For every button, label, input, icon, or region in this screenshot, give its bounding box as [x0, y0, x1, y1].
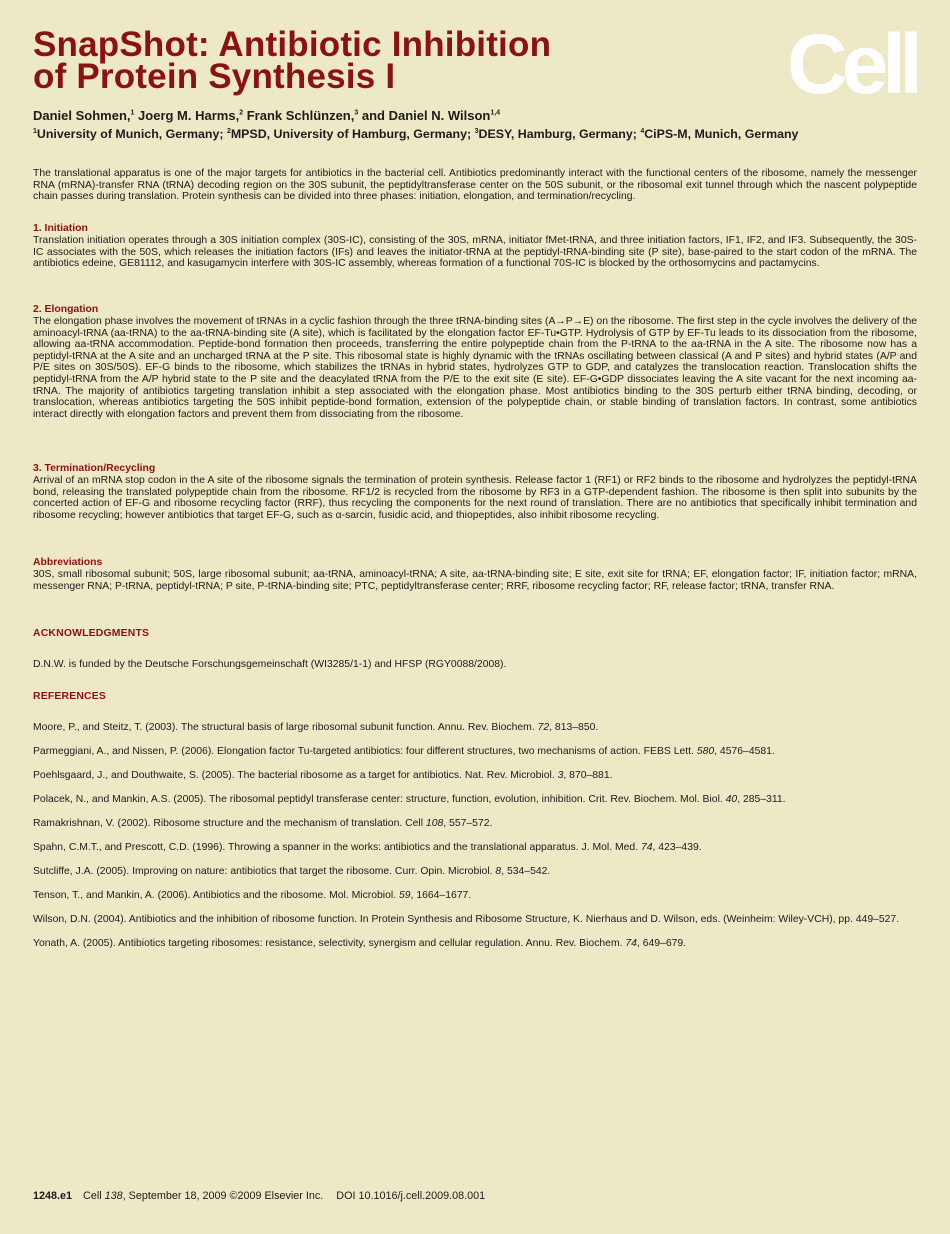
affiliation: MPSD, University of Hamburg, Germany;	[230, 127, 475, 141]
section-heading-initiation: 1. Initiation	[33, 223, 88, 234]
author-name: Daniel Sohmen,	[33, 108, 131, 123]
section-text-initiation: Translation initiation operates through a 30S initiation complex (30S-IC), consisting of the 30S, mRNA, initiator fMet-tRNA, and three initiation factors, IF1, IF2, and IF3. Subsequently, the 30S-IC associates with the 50S, which releases the initiation factors (IFs) and leaves the initiator-tRNA at the peptidyl-tRNA-binding site (P site), base-paired to the start codon of the mRNA. The antibiotics edeine, GE81112, and kasugamycin interfere with 30S-IC assembly, whereas formation of a functional 70S-IC is blocked by the orthosomycins and pactamycins.	[33, 235, 917, 270]
reference-item	[33, 770, 917, 782]
reference-volume: 74	[640, 841, 653, 853]
reference-volume: 108	[425, 817, 444, 829]
reference-item	[33, 818, 917, 830]
author-superscript: 1,4	[490, 109, 501, 117]
acknowledgments-heading: ACKNOWLEDGMENTS	[33, 628, 150, 639]
section-heading-elongation: 2. Elongation	[33, 304, 99, 315]
reference-text: Parmeggiani, A., and Nissen, P. (2006). Elongation factor Tu-targeted antibiotics: four different structures, two mechanisms of action. FEBS Lett.	[33, 745, 697, 757]
reference-item	[33, 890, 917, 902]
reference-volume: 72	[537, 722, 550, 733]
cell-logo: Cell	[786, 17, 917, 111]
reference-item	[33, 938, 917, 950]
affiliation-superscript: 1	[33, 127, 37, 135]
reference-item	[33, 794, 917, 806]
reference-text: Yonath, A. (2005). Antibiotics targeting ribosomes: resistance, selectivity, synergism and cellular regulation. Annu. Rev. Biochem.	[33, 937, 626, 949]
author-list	[33, 108, 500, 123]
reference-volume: 3	[557, 769, 564, 781]
reference-volume: 40	[725, 793, 738, 805]
section-text-abbreviations: 30S, small ribosomal subunit; 50S, large ribosomal subunit; aa-tRNA, aminoacyl-tRNA; A site, aa-tRNA-binding site; E site, exit site for tRNA; EF, elongation factor; IF, initiation factor; mRNA, messenger RNA; P-tRNA, peptidyl-tRNA; P site, P-tRNA-binding site; PTC, peptidyltransferase center; RRF, ribosome recycling factor; RF, release factor; tRNA, transfer RNA.	[33, 569, 917, 592]
intro-paragraph: The translational apparatus is one of the major targets for antibiotics in the bacterial cell. Antibiotics predominantly interact with the functional centers of the ribosome, namely the messenger RNA (mRNA)-transfer RNA (tRNA) decoding region on the 30S subunit, the peptidyltransferase center on the 50S subunit, or the ribosomal exit tunnel through which the nascent polypeptide chain passes during translation. Protein synthesis can be divided into three phases: initiation, elongation, and termination/recycling.	[33, 168, 917, 203]
reference-text: Tenson, T., and Mankin, A. (2006). Antibiotics and the ribosome. Mol. Microbiol.	[33, 889, 399, 901]
affiliation-superscript: 2	[226, 127, 231, 135]
reference-text: Sutcliffe, J.A. (2005). Improving on nature: antibiotics that target the ribosome. Curr. Opin. Microbiol.	[33, 865, 496, 877]
reference-pages: , 870–881.	[563, 769, 613, 781]
reference-pages: , 813–850.	[549, 722, 599, 733]
reference-pages: , 1664–1677.	[410, 889, 472, 901]
reference-text: Poehlsgaard, J., and Douthwaite, S. (2005). The bacterial ribosome as a target for antibiotics. Nat. Rev. Microbiol.	[33, 769, 558, 781]
reference-text: Polacek, N., and Mankin, A.S. (2005). The ribosomal peptidyl transferase center: structure, function, evolution, inhibition. Crit. Rev. Biochem. Mol. Biol.	[33, 793, 726, 805]
affiliation-superscript: 4	[640, 127, 645, 135]
page-title	[33, 25, 552, 96]
author-superscript: 1	[130, 109, 135, 117]
journal-date-copyright: , September 18, 2009 ©2009 Elsevier Inc.	[122, 1190, 324, 1202]
author-superscript: 2	[239, 109, 244, 117]
author-name: and Daniel N. Wilson	[358, 108, 491, 123]
reference-pages: , 285–311.	[737, 793, 786, 805]
acknowledgments-text: D.N.W. is funded by the Deutsche Forschungsgemeinschaft (WI3285/1-1) and HFSP (RGY0088/2008).	[33, 659, 507, 670]
page-number: 1248.e1	[33, 1190, 73, 1202]
reference-volume: 74	[625, 937, 637, 949]
section-text-elongation: The elongation phase involves the movement of tRNAs in a cyclic fashion through the three tRNA-binding sites (A→P→E) on the ribosome. The first step in the cycle involves the delivery of the aminoacyl-tRNA (aa-tRNA) to the aa-tRNA-binding site (A site), which is facilitated by the elongation factor EF-Tu•GTP. Hydrolysis of GTP by EF-Tu leads to its dissociation from the ribosome, allowing aa-tRNA accommodation. Peptide-bond formation then proceeds, transferring the entire polypeptide chain from the P-tRNA to the aa-tRNA in the A site. The ribosome now has a peptidyl-tRNA at the A site and an uncharged tRNA at the P site. This ribosomal state is highly dynamic with the tRNAs oscillating between classical (A and P sites) and hybrid states (A/P and P/E sites on 30S/50S). EF-G binds to the ribosome, which stabilizes the tRNAs in hybrid states, hydrolyzes GTP to GDP, and catalyzes the translocation reaction. Translocation shifts the peptidyl-tRNA from the A/P hybrid state to the P site and the deacylated tRNA from the P/E to the exit site (E site). EF-G•GDP dissociates leaving the A site vacant for the next incoming aa-tRNA. The majority of antibiotics targeting translation inhibit a step associated with the elongation phase. Most antibiotics binding to the 30S perturb either tRNA binding, decoding, or translocation, whereas antibiotics targeting the 50S inhibit peptide-bond formation, extension of the polypeptide chain, or stable binding of translation factors. In contrast, some antibiotics interact directly with elongation factors and prevent them from dissociating from the ribosome.	[33, 316, 917, 420]
author-name: Joerg M. Harms,	[134, 108, 240, 123]
reference-pages: , 649–679.	[636, 937, 687, 949]
reference-pages: , 534–542.	[501, 865, 551, 877]
reference-text: Spahn, C.M.T., and Prescott, C.D. (1996). Throwing a spanner in the works: antibiotics and the translational apparatus. J. Mol. Med.	[33, 841, 641, 853]
affiliation: CiPS-M, Munich, Germany	[644, 127, 799, 141]
reference-item	[33, 842, 917, 854]
reference-text: Moore, P., and Steitz, T. (2003). The structural basis of large ribosomal subunit function. Annu. Rev. Biochem.	[33, 722, 538, 733]
section-text-termination: Arrival of an mRNA stop codon in the A site of the ribosome signals the termination of protein synthesis. Release factor 1 (RF1) or RF2 binds to the ribosome and hydrolyzes the peptidyl-tRNA bond, releasing the translated polypeptide chain from the ribosome. RF1/2 is recycled from the ribosome by RF3 in a GTP-dependent fashion. The ribosome is then split into subunits by the concerted action of EF-G and ribosome recycling factor (RRF), thus recycling the components for the next round of translation. There are no antibiotics that specifically inhibit termination and ribosome recycling; however antibiotics that target EF-G, such as α-sarcin, fusidic acid, and thiopeptides, also inhibit ribosome recycling.	[33, 475, 917, 521]
reference-volume: 59	[398, 889, 411, 901]
reference-list	[33, 722, 917, 962]
reference-pages: , 4576–4581.	[714, 745, 775, 757]
page-footer	[33, 1190, 485, 1202]
affiliation-list	[33, 127, 798, 141]
reference-pages: , 557–572.	[443, 817, 493, 829]
reference-text: Ramakrishnan, V. (2002). Ribosome structure and the mechanism of translation. Cell	[33, 817, 426, 829]
section-heading-abbreviations: Abbreviations	[33, 557, 103, 568]
journal-name: Cell	[83, 1190, 105, 1202]
reference-volume: 580	[696, 745, 715, 757]
references-heading: REFERENCES	[33, 691, 107, 702]
affiliation: DESY, Hamburg, Germany;	[478, 127, 641, 141]
reference-item	[33, 866, 917, 878]
author-superscript: 3	[354, 109, 359, 117]
title-line-2: of Protein Synthesis I	[33, 57, 396, 96]
journal-citation	[83, 1190, 323, 1202]
reference-item	[33, 746, 917, 758]
affiliation-superscript: 3	[474, 127, 479, 135]
reference-item	[33, 722, 917, 734]
section-heading-termination: 3. Termination/Recycling	[33, 463, 156, 474]
author-name: Frank Schlünzen,	[243, 108, 355, 123]
reference-item	[33, 914, 917, 926]
title-line-1: SnapShot: Antibiotic Inhibition	[33, 25, 552, 64]
reference-pages: , 423–439.	[652, 841, 702, 853]
journal-volume: 138	[104, 1190, 123, 1202]
reference-volume: 8	[495, 865, 502, 877]
reference-text: Wilson, D.N. (2004). Antibiotics and the inhibition of ribosome function. In Protein Synthesis and Ribosome Structure, K. Nierhaus and D. Wilson, eds. (Weinheim: Wiley-VCH), pp. 449–527.	[33, 913, 900, 925]
affiliation: University of Munich, Germany;	[36, 127, 227, 141]
doi-text: DOI 10.1016/j.cell.2009.08.001	[336, 1190, 486, 1202]
